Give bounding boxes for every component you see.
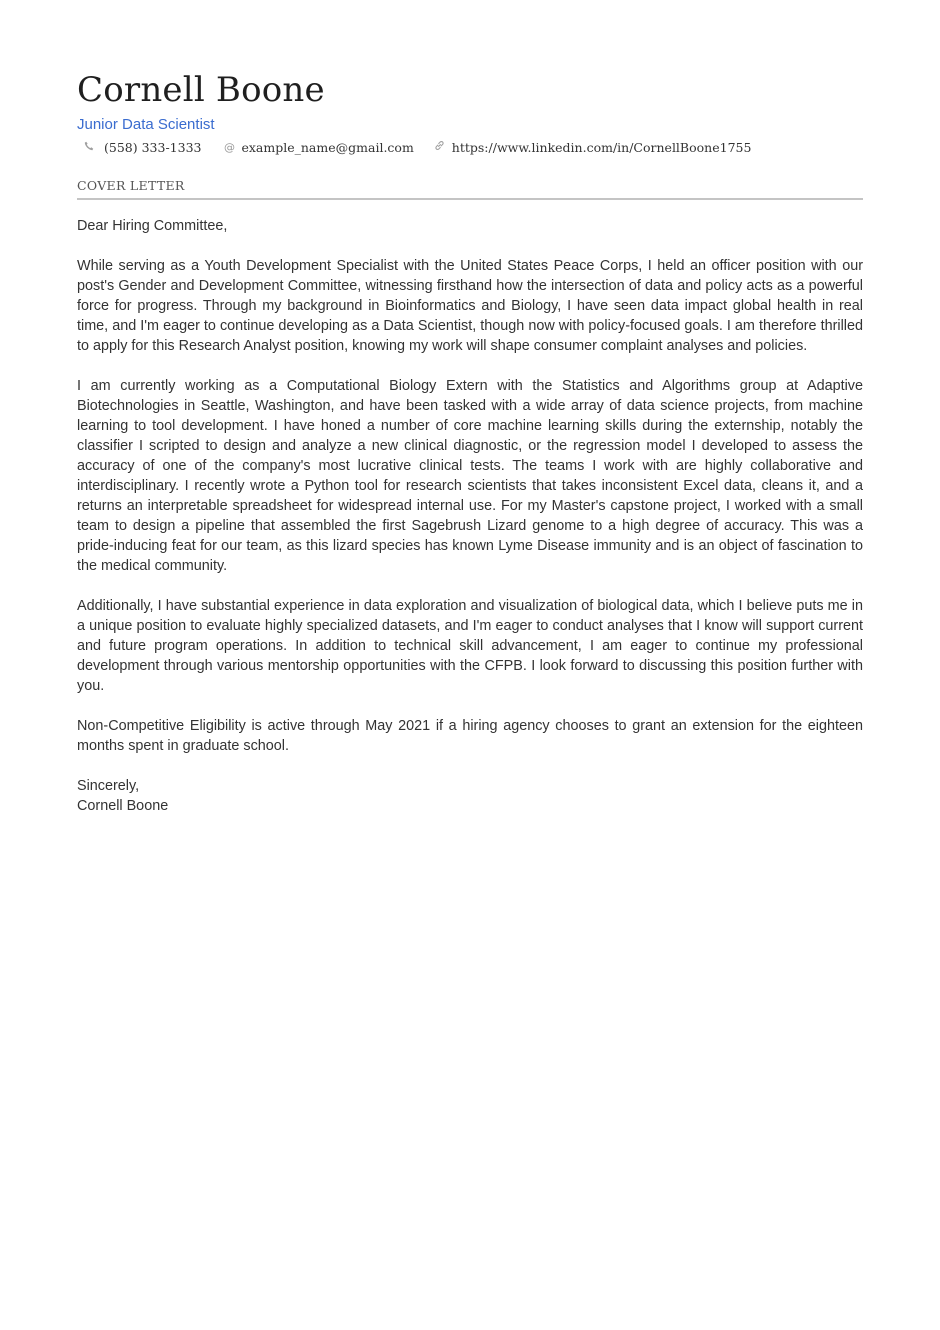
email-address[interactable]: example_name@gmail.com (241, 139, 414, 155)
job-title: Junior Data Scientist (77, 116, 215, 133)
letter-paragraph: Additionally, I have substantial experience in data exploration and visualization of biological data, which I believe puts me in a unique position to evaluate highly specialized datasets, and I'm eager to conduct analyses that I know will support current and future program operations. In addition to technical skill advancement, I am eager to continue my professional development through various mentorship opportunities with the CFPB. I look forward to discussing this position further with you. (77, 598, 863, 694)
contact-bar (77, 137, 769, 157)
linkedin-url[interactable]: https://www.linkedin.com/in/CornellBoone1755 (451, 139, 752, 155)
letter-signature: Cornell Boone (77, 798, 169, 814)
letter-greeting: Dear Hiring Committee, (77, 218, 228, 234)
letter-body (77, 216, 863, 816)
letter-paragraph: While serving as a Youth Development Specialist with the United States Peace Corps, I held an officer position with our post's Gender and Development Committee, witnessing firsthand how the intersection of data and policy acts as a powerful force for progress. Through my background in Bioinformatics and Biology, I have seen data impact global health in real time, and I'm eager to continue developing as a Data Scientist, though now with policy-focused goals. I am therefore thrilled to apply for this Research Analyst position, knowing my work will shape consumer complaint analyses and policies. (77, 258, 863, 354)
applicant-name: Cornell Boone (77, 70, 325, 110)
section-header (77, 176, 863, 200)
phone-icon (81, 141, 97, 154)
letter-paragraph: I am currently working as a Computational Biology Extern with the Statistics and Algorithms group at Adaptive Biotechnologies in Seattle, Washington, and have been tasked with a wide array of data science projects, from machine learning to tool development. I have honed a number of core machine learning skills during the externship, notably the classifier I scripted to design and analyze a new clinical diagnostic, or the regression model I developed to assess the accuracy of one of the company's most lucrative clinical tests. The teams I work with are highly collaborative and interdisciplinary. I recently wrote a Python tool for research scientists that takes inconsistent Excel data, cleans it, and a returns an interpretable spreadsheet for widespread internal use. For my Master's capstone project, I worked with a small team to design a pipeline that assembled the first Sagebrush Lizard genome to a high degree of accuracy. This was a pride-inducing feat for our team, as this lizard species has known Lyme Disease immunity and is an object of fascination to the medical community. (77, 378, 863, 574)
letter-closing: Sincerely, (77, 778, 140, 794)
at-icon: @ (223, 140, 235, 154)
phone-number: (558) 333-1333 (104, 139, 202, 155)
letter-paragraph: Non-Competitive Eligibility is active through May 2021 if a hiring agency chooses to grant an extension for the eighteen months spent in graduate school. (77, 718, 863, 754)
contact-phone (77, 140, 201, 155)
contact-linkedin (432, 140, 752, 155)
link-icon (432, 140, 448, 154)
contact-email (219, 140, 413, 155)
section-title: COVER LETTER (77, 178, 185, 193)
